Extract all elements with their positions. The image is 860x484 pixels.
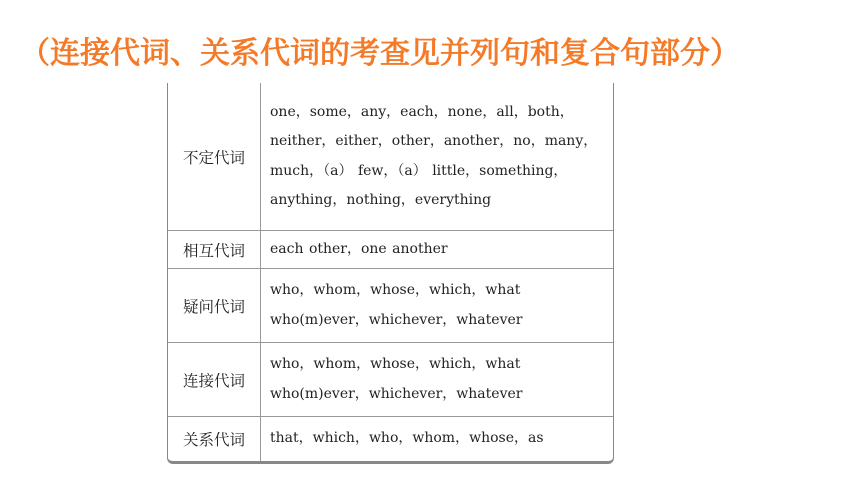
content-line: who(m)ever，whichever，whatever	[270, 385, 523, 402]
content-line: who，whom，whose，which，what	[270, 356, 521, 372]
row-content	[270, 83, 605, 230]
content-line: one，some，any，each，none，all，both，	[270, 103, 574, 120]
row-label: 疑问代词	[168, 269, 261, 342]
table-row-conjunctive	[168, 343, 613, 417]
content-line: who(m)ever，whichever，whatever	[270, 311, 523, 328]
row-label: 连接代词	[168, 343, 261, 416]
content-line: that，which，who，whom，whose，as	[270, 430, 544, 447]
content-line: much，（a） few，（a） little，something，	[270, 162, 568, 179]
page-title: （连接代词、关系代词的考查见并列句和复合句部分）	[20, 36, 740, 71]
row-label: 关系代词	[168, 417, 261, 461]
pronoun-table	[167, 83, 614, 464]
row-content	[270, 417, 605, 461]
table-row-indefinite	[168, 83, 613, 231]
table-row-reciprocal	[168, 231, 613, 269]
row-label: 相互代词	[168, 231, 261, 268]
table-row-relative	[168, 417, 613, 461]
content-line: who，whom，whose，which，what	[270, 282, 521, 298]
row-content	[270, 231, 605, 268]
content-line: anything，nothing，everything	[270, 192, 492, 208]
row-content	[270, 269, 605, 342]
table-row-interrogative	[168, 269, 613, 343]
content-line: each other，one another	[270, 240, 448, 257]
row-label: 不定代词	[168, 83, 261, 230]
content-line: neither，either，other，another，no，many，	[270, 133, 598, 149]
row-content	[270, 343, 605, 416]
